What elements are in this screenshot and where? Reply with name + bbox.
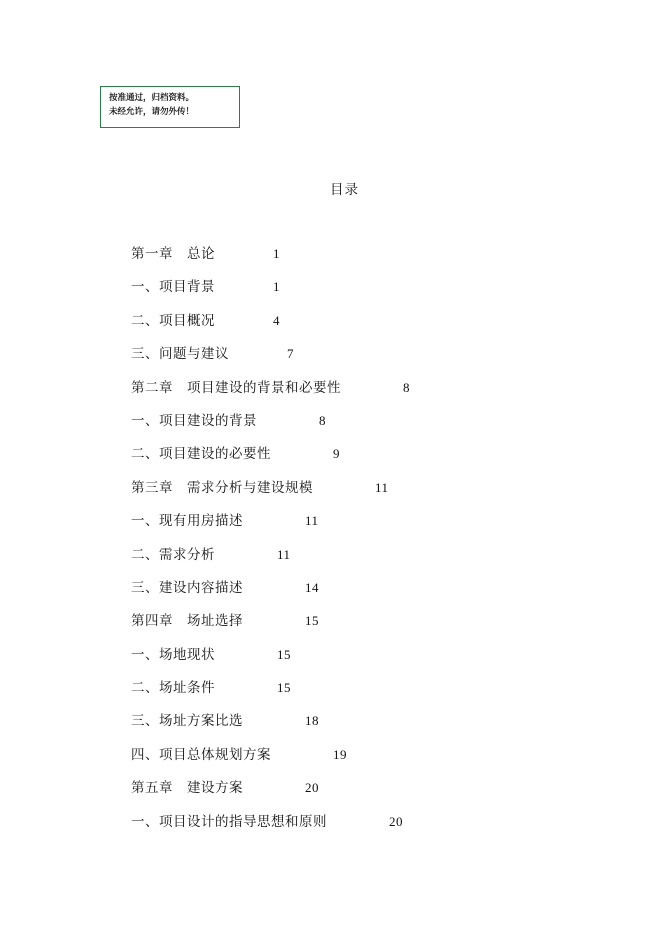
toc-entry-label: 第四章 场址选择: [131, 613, 243, 630]
toc-entry[interactable]: [131, 711, 410, 744]
toc-entry[interactable]: [131, 611, 410, 644]
confidential-stamp: [100, 86, 240, 128]
toc-entry-page: 1: [273, 279, 280, 295]
toc-entry[interactable]: [131, 645, 410, 678]
toc-entry-page: 15: [277, 680, 291, 696]
toc-entry[interactable]: [131, 745, 410, 778]
toc-entry-page: 9: [333, 446, 340, 462]
toc-entry-page: 19: [333, 746, 347, 762]
toc-entry-page: 15: [305, 613, 319, 629]
stamp-line-1: 按准通过，归档资料。: [109, 93, 195, 103]
toc-entry-label: 一、场地现状: [131, 646, 215, 663]
toc-entry-label: 一、项目建设的背景: [131, 412, 257, 429]
toc-entry-page: 20: [305, 780, 319, 796]
toc-entry-label: 三、问题与建议: [131, 346, 229, 363]
toc-entry[interactable]: [131, 812, 410, 845]
toc-entry-page: 11: [277, 546, 291, 562]
toc-entry-page: 8: [403, 379, 410, 395]
toc-entry-page: 4: [273, 312, 280, 328]
toc-entry[interactable]: [131, 778, 410, 811]
toc-entry[interactable]: [131, 244, 410, 277]
toc-list: [131, 244, 410, 845]
toc-entry[interactable]: [131, 411, 410, 444]
toc-entry[interactable]: [131, 444, 410, 477]
stamp-line-2: 未经允许，请勿外传！: [109, 107, 195, 117]
toc-entry-label: 四、项目总体规划方案: [131, 746, 271, 763]
toc-entry-page: 1: [273, 246, 280, 261]
toc-entry-page: 8: [319, 412, 326, 428]
toc-entry-label: 一、项目设计的指导思想和原则: [131, 813, 327, 830]
toc-entry-label: 二、需求分析: [131, 546, 215, 563]
toc-entry-page: 7: [287, 346, 294, 362]
toc-entry[interactable]: [131, 511, 410, 544]
toc-entry[interactable]: [131, 545, 410, 578]
toc-entry-label: 一、现有用房描述: [131, 513, 243, 530]
toc-entry-label: 二、项目建设的必要性: [131, 446, 271, 463]
toc-entry-page: 18: [305, 713, 319, 729]
toc-entry-label: 第五章 建设方案: [131, 780, 243, 797]
toc-entry-label: 第一章 总论: [131, 246, 215, 262]
toc-title: 目录: [330, 182, 359, 198]
toc-entry-page: 15: [277, 646, 291, 662]
toc-entry-label: 第二章 项目建设的背景和必要性: [131, 379, 341, 396]
toc-entry[interactable]: [131, 311, 410, 344]
toc-entry-label: 第三章 需求分析与建设规模: [131, 479, 313, 496]
toc-entry-label: 三、场址方案比选: [131, 713, 243, 730]
toc-entry-page: 11: [305, 513, 319, 529]
toc-entry[interactable]: [131, 378, 410, 411]
toc-entry[interactable]: [131, 678, 410, 711]
toc-entry[interactable]: [131, 478, 410, 511]
toc-entry-label: 一、项目背景: [131, 279, 215, 296]
toc-entry-page: 14: [305, 579, 319, 595]
toc-entry[interactable]: [131, 578, 410, 611]
toc-entry[interactable]: [131, 344, 410, 377]
toc-entry-label: 二、场址条件: [131, 680, 215, 697]
toc-entry-label: 二、项目概况: [131, 312, 215, 329]
toc-entry-page: 20: [389, 813, 403, 829]
toc-entry[interactable]: [131, 277, 410, 310]
toc-entry-label: 三、建设内容描述: [131, 579, 243, 596]
toc-entry-page: 11: [375, 479, 389, 495]
